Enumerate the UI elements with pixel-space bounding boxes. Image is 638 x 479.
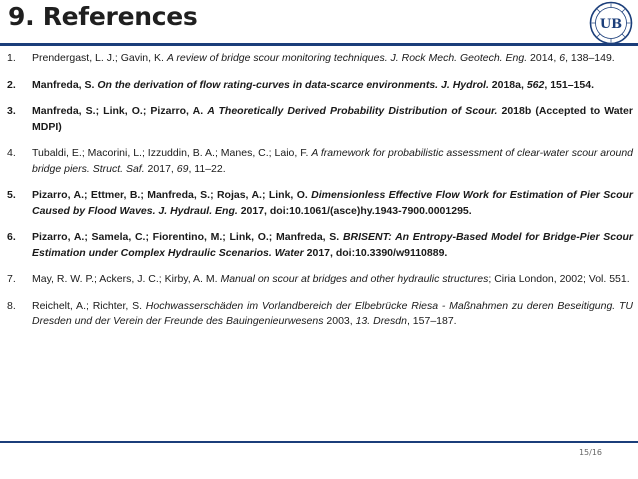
reference-text: ; Ciria London, 2002; Vol. 551. xyxy=(488,273,630,285)
reference-italic-text: 69 xyxy=(176,162,189,175)
reference-number: 3. xyxy=(7,105,16,117)
reference-italic-text: A framework for probabilistic assessment of clear-water scour around bridge piers. Struct. Saf. xyxy=(32,147,633,175)
university-seal-icon xyxy=(589,1,633,45)
reference-number: 5. xyxy=(7,189,16,201)
reference-text: , 151–154. xyxy=(544,78,594,91)
reference-number: 1. xyxy=(7,52,16,64)
reference-text: 2017, doi:10.1061/(asce)hy.1943-7900.0001295. xyxy=(237,204,472,217)
page-title: 9. References xyxy=(8,2,198,31)
reference-italic-text: A review of bridge scour monitoring techniques. J. Rock Mech. Geotech. Eng. xyxy=(166,52,528,64)
reference-italic-text: BRISENT: An Entropy-Based Model for Bridge-Pier Scour Estimation under Complex Hydraulic Scenarios. Water xyxy=(32,231,634,259)
reference-item xyxy=(7,51,633,67)
reference-text: 2018a, xyxy=(488,78,527,91)
reference-text: Pizarro, A.; Ettmer, B.; Manfreda, S.; Rojas, A.; Link, O. xyxy=(32,189,312,201)
reference-text: , 11–22. xyxy=(188,162,226,175)
reference-text: Manfreda, S. xyxy=(32,78,98,91)
reference-italic-text: Dimensionless Effective Flow Work for Estimation of Pier Scour Caused by Flood Waves. J. Hydraul. Eng. xyxy=(32,189,634,217)
header-divider xyxy=(0,43,638,46)
reference-number: 6. xyxy=(7,231,16,243)
reference-item xyxy=(7,230,633,261)
reference-text: 2017, doi:10.3390/w9110889. xyxy=(303,246,448,259)
reference-item xyxy=(7,78,633,94)
reference-text: Tubaldi, E.; Macorini, L.; Izzuddin, B. A.; Manes, C.; Laio, F. xyxy=(32,147,312,159)
reference-item xyxy=(7,272,633,288)
reference-item xyxy=(7,188,633,219)
reference-italic-text: 562 xyxy=(526,78,545,91)
reference-text: 2017, xyxy=(144,162,177,175)
reference-text: 2018b (Accepted to Water MDPI) xyxy=(32,105,633,133)
footer-divider xyxy=(0,441,638,443)
reference-text: , 138–149. xyxy=(565,52,615,64)
reference-number: 4. xyxy=(7,147,16,159)
reference-text: Pizarro, A.; Samela, C.; Fiorentino, M.; Link, O.; Manfreda, S. xyxy=(32,231,343,243)
reference-list xyxy=(7,51,633,341)
reference-text: Prendergast, L. J.; Gavin, K. xyxy=(32,52,167,64)
reference-text: Manfreda, S.; Link, O.; Pizarro, A. xyxy=(32,105,208,117)
reference-italic-text: Hochwasserschäden im Vorlandbereich der Elbebrücke Riesa - Maßnahmen zu deren Beseitigung. TU Dresden und der Verein der Freunde des Bauingenieurwesens xyxy=(32,299,634,327)
reference-text: May, R. W. P.; Ackers, J. C.; Kirby, A. M. xyxy=(32,273,221,285)
reference-number: 2. xyxy=(7,78,16,91)
page-number: 15/16 xyxy=(578,448,602,457)
reference-italic-text: 13. Dresdn xyxy=(355,315,407,327)
logo-monogram: UB xyxy=(599,17,623,32)
reference-number: 7. xyxy=(7,273,16,285)
reference-text: Reichelt, A.; Richter, S. xyxy=(32,299,146,312)
reference-text: 2014, xyxy=(527,52,560,64)
reference-text: 2003, xyxy=(323,315,356,327)
reference-item xyxy=(7,299,633,330)
reference-text: , 157–187. xyxy=(406,315,457,327)
reference-item xyxy=(7,104,633,135)
reference-italic-text: On the derivation of flow rating-curves in data-scarce environments. J. Hydrol. xyxy=(97,78,489,91)
reference-italic-text: A Theoretically Derived Probability Distribution of Scour. xyxy=(207,105,498,117)
reference-italic-text: Manual on scour at bridges and other hydraulic structures xyxy=(220,273,489,285)
reference-italic-text: 6 xyxy=(559,52,566,64)
reference-number: 8. xyxy=(7,299,16,312)
reference-item xyxy=(7,146,633,177)
